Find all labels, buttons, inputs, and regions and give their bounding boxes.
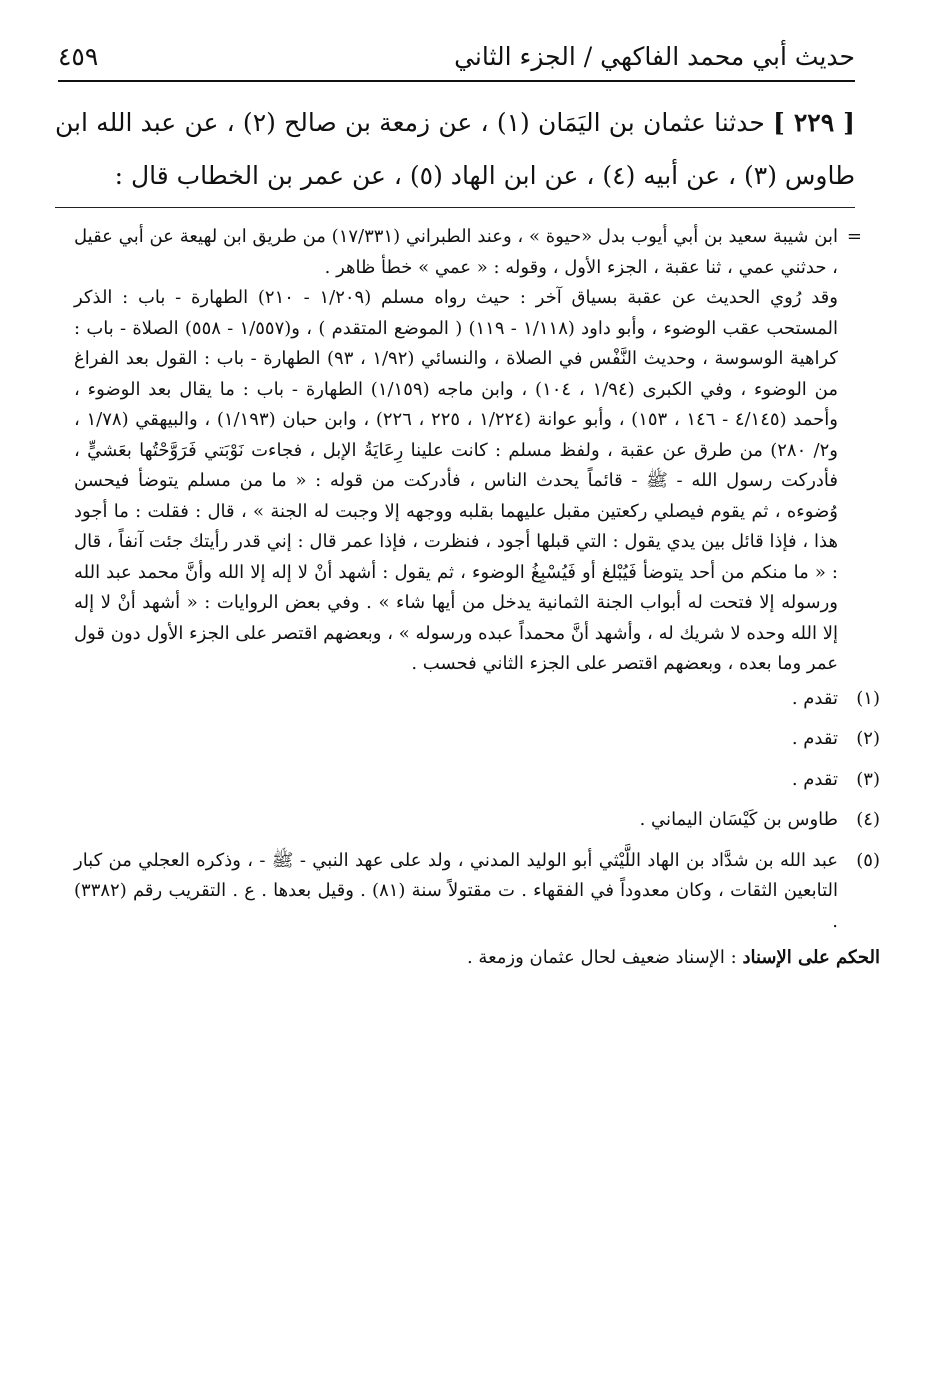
footnote-item xyxy=(74,805,880,836)
header-rule xyxy=(58,80,855,82)
footnote-item xyxy=(74,684,880,715)
isnad-verdict xyxy=(74,943,880,974)
paragraph-text: ابن شيبة سعيد بن أبي أيوب بدل «حيوة » ، وعند الطبراني (١٧/٣٣١) من طريق ابن لهيعة عن أبي عقيل ، حدثني عمي ، ثنا عقبة ، الجزء الأول ، وقوله : « عمي » خطأ ظاهر . xyxy=(74,226,839,278)
footnote-text: تقدم . xyxy=(791,687,838,709)
hadith-number: [ ٢٢٩ ] xyxy=(773,108,855,137)
footnote-text: طاوس بن كَيْسَان اليماني . xyxy=(639,809,838,830)
continuation-paragraph xyxy=(74,222,862,283)
page-header xyxy=(58,38,855,80)
footnote-number: (٥) xyxy=(856,849,880,871)
footnote-number: (٣) xyxy=(856,768,880,790)
footnote-text: عبد الله بن شدَّاد بن الهاد اللَّيْثي أبو الوليد المدني ، ولد على عهد النبي - ﷺ - ، وذكره العجلي من كبار التابعين الثقات ، وكان معدوداً في الفقهاء . ت مقتولاً سنة (٨١) . وقيل بعدها . ع . التقريب رقم (٣٣٨٢) . xyxy=(74,849,838,932)
footnote-number: (٤) xyxy=(856,809,880,830)
verdict-text: : الإسناد ضعيف لحال عثمان وزمعة . xyxy=(466,947,737,968)
footnote-number: (٢) xyxy=(856,728,880,749)
footnotes-section xyxy=(74,222,880,974)
hadith-text-block xyxy=(55,96,855,202)
footnote-item xyxy=(74,724,880,755)
takhrij-paragraph xyxy=(74,283,838,680)
verdict-label: الحكم على الإسناد xyxy=(742,947,880,968)
page-number: ٤٥٩ xyxy=(58,42,99,71)
footnote-number: (١) xyxy=(856,687,880,709)
footnote-item xyxy=(74,765,880,796)
continuation-marker: = xyxy=(846,226,862,247)
footnote-list xyxy=(74,684,880,938)
running-title: حديث أبي محمد الفاكهي / الجزء الثاني xyxy=(454,42,855,71)
hadith-chain: حدثنا عثمان بن اليَمَان (١) ، عن زمعة بن صالح (٢) ، عن عبد الله ابن طاوس (٣) ، عن أبيه (٤) ، عن ابن الهاد (٥) ، عن عمر بن الخطاب قال : xyxy=(55,108,855,190)
footnote-text: تقدم . xyxy=(791,728,838,749)
paragraph-text: وقد رُوي الحديث عن عقبة بسياق آخر : حيث رواه مسلم (١/٢٠٩ - ٢١٠) الطهارة - باب : الذكر المستحب عقب الوضوء ، وأبو داود (١/١١٨ - ١١٩) ( الموضع المتقدم ) ، و(١/٥٥٧ - ٥٥٨) الصلاة - باب : كراهية الوسوسة ، وحديث النَّفْس في الصلاة ، والنسائي (١/٩٢ ، ٩٣) الطهارة - باب : القول بعد الفراغ من الوضوء ، وفي الكبرى (١/٩٤ ، ١٠٤) ، وابن ماجه (١/١٥٩) الطهارة - باب : ما يقال بعد الوضوء ، وأحمد (٤/١٤٥ - ١٤٦ ، ١٥٣) ، وأبو عوانة (١/٢٢٤ ، ٢٢٥ ، ٢٢٦) ، وابن حبان (١/١٩٣) ، والبيهقي (١/٧٨ ، و٢/ ٢٨٠) من طرق عن عقبة ، ولفظ مسلم : كانت علينا رِعَايَةُ الإبل ، فجاءت نَوْبَتي فَرَوَّحْتُها بعَشيٍّ ، فأدركت رسول الله - ﷺ - قائماً يحدث الناس ، فأدركت من قوله : « ما من مسلم يتوضأ فيحسن وُضوءه ، ثم يقوم فيصلي ركعتين مقبل عليهما بقلبه ووجهه إلا وجبت له الجنة » ، قال : فقلت : ما أجود هذا ، فإذا قائل بين يدي يقول : التي قبلها أجود ، فنظرت ، فإذا عمر قال : إني قدر رأيتك جئت آنفاً ، قال : « ما منكم من أحد يتوضأ فَيُبْلغ أو فَيُسْبِغُ الوضوء ، ثم يقول : أشهد أنْ لا إله إلا الله وأنَّ محمد عبد الله ورسوله إلا فتحت له أبواب الجنة الثمانية يدخل من أيها شاء » . وفي بعض الروايات : « أشهد أنْ لا إله إلا الله وحده لا شريك له ، وأشهد أنَّ محمداً عبده ورسوله » ، وبعضهم اقتصر على الجزء الأول دون قول عمر وما بعده ، وبعضهم اقتصر على الجزء الثاني فحسب . xyxy=(74,287,839,674)
footnote-text: تقدم . xyxy=(791,768,838,790)
footnote-separator xyxy=(55,207,855,208)
footnote-item xyxy=(74,846,880,938)
